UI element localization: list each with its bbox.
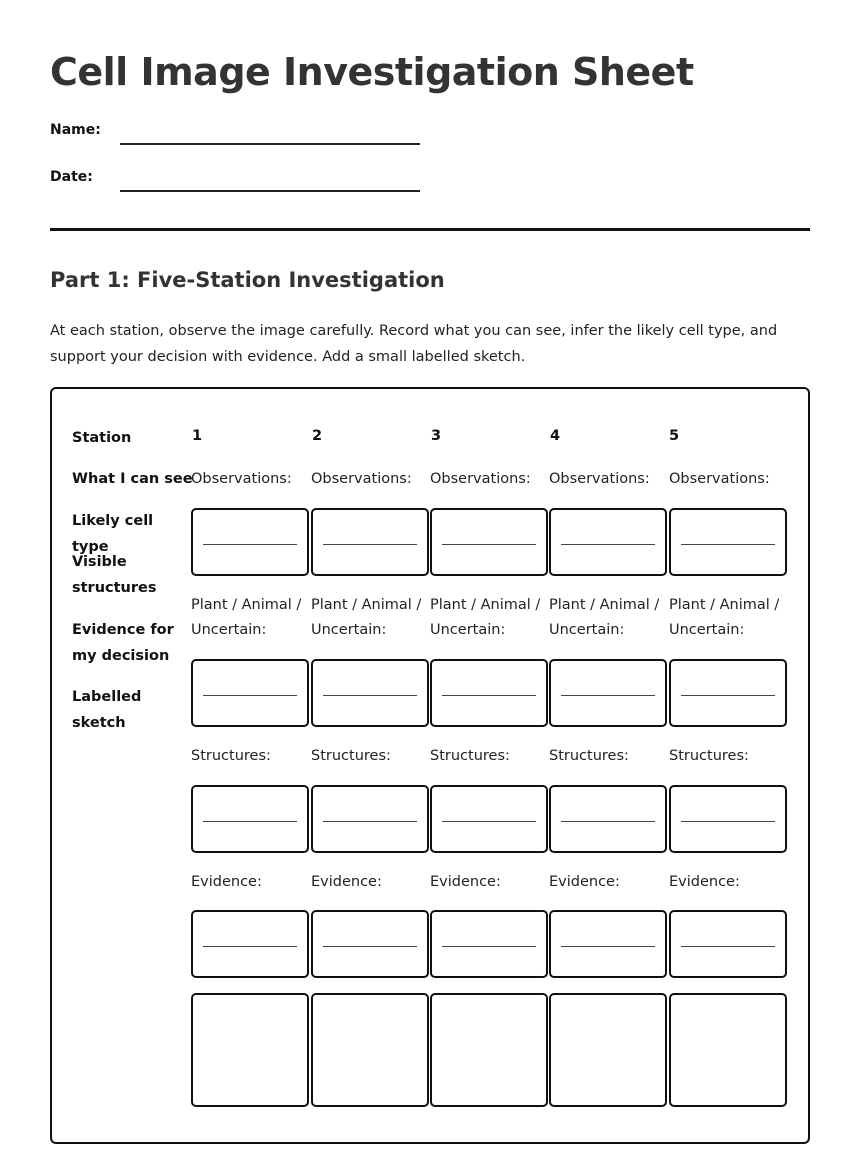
answer-line: [323, 544, 417, 545]
sketch-box[interactable]: [430, 993, 548, 1107]
date-field[interactable]: [120, 190, 420, 192]
answer-line: [561, 946, 655, 947]
evidence-prompt: Evidence:: [430, 874, 501, 890]
station-number: 1: [192, 428, 203, 444]
structures-answer-box[interactable]: [191, 785, 309, 853]
evidence-answer-box[interactable]: [430, 910, 548, 978]
answer-line: [203, 544, 297, 545]
structures-prompt: Structures:: [311, 748, 391, 764]
observations-answer-box[interactable]: [430, 508, 548, 576]
sketch-box[interactable]: [549, 993, 667, 1107]
evidence-answer-box[interactable]: [311, 910, 429, 978]
structures-prompt: Structures:: [191, 748, 271, 764]
answer-line: [442, 946, 536, 947]
observations-answer-box[interactable]: [311, 508, 429, 576]
evidence-answer-box[interactable]: [549, 910, 667, 978]
answer-line: [681, 821, 775, 822]
cell-type-prompt-line2: Uncertain:: [191, 622, 267, 638]
answer-line: [561, 821, 655, 822]
answer-line: [323, 695, 417, 696]
evidence-prompt: Evidence:: [669, 874, 740, 890]
cell-type-prompt-line2: Uncertain:: [549, 622, 625, 638]
cell-type-prompt-line2: Uncertain:: [430, 622, 506, 638]
sketch-box[interactable]: [669, 993, 787, 1107]
evidence-prompt: Evidence:: [311, 874, 382, 890]
header-divider: [50, 228, 810, 231]
sketch-box[interactable]: [191, 993, 309, 1107]
cell-type-prompt-line2: Uncertain:: [311, 622, 387, 638]
answer-line: [203, 695, 297, 696]
cell-type-answer-box[interactable]: [549, 659, 667, 727]
row-label-labelled-sketch: Labelled sketch: [72, 689, 142, 731]
station-number: 4: [550, 428, 561, 444]
observations-prompt: Observations:: [191, 471, 292, 487]
evidence-prompt: Evidence:: [191, 874, 262, 890]
structures-prompt: Structures:: [669, 748, 749, 764]
cell-type-prompt-line1: Plant / Animal /: [549, 597, 660, 613]
station-number: 5: [669, 428, 680, 444]
answer-line: [442, 695, 536, 696]
date-label: Date:: [50, 169, 93, 185]
structures-prompt: Structures:: [430, 748, 510, 764]
cell-type-answer-box[interactable]: [430, 659, 548, 727]
name-label: Name:: [50, 122, 101, 138]
answer-line: [203, 821, 297, 822]
answer-line: [561, 695, 655, 696]
row-label-visible-structures: Visible structures: [72, 554, 157, 596]
evidence-prompt: Evidence:: [549, 874, 620, 890]
cell-type-prompt-line1: Plant / Animal /: [191, 597, 302, 613]
observations-answer-box[interactable]: [191, 508, 309, 576]
station-number: 2: [312, 428, 323, 444]
structures-answer-box[interactable]: [549, 785, 667, 853]
answer-line: [681, 695, 775, 696]
cell-type-prompt-line2: Uncertain:: [669, 622, 745, 638]
page-title: Cell Image Investigation Sheet: [50, 50, 694, 94]
section-heading: Part 1: Five-Station Investigation: [50, 268, 445, 292]
answer-line: [203, 946, 297, 947]
cell-type-prompt-line1: Plant / Animal /: [430, 597, 541, 613]
cell-type-prompt-line1: Plant / Animal /: [311, 597, 422, 613]
observations-prompt: Observations:: [430, 471, 531, 487]
answer-line: [561, 544, 655, 545]
cell-type-answer-box[interactable]: [311, 659, 429, 727]
instructions-text: At each station, observe the image carefully. Record what you can see, infer the likely cell type, and support your decision with evidence. Add a small labelled sketch.: [50, 323, 778, 365]
structures-answer-box[interactable]: [430, 785, 548, 853]
observations-prompt: Observations:: [549, 471, 650, 487]
answer-line: [323, 821, 417, 822]
cell-type-answer-box[interactable]: [669, 659, 787, 727]
answer-line: [442, 821, 536, 822]
answer-line: [681, 544, 775, 545]
structures-answer-box[interactable]: [669, 785, 787, 853]
answer-line: [681, 946, 775, 947]
observations-answer-box[interactable]: [669, 508, 787, 576]
evidence-answer-box[interactable]: [669, 910, 787, 978]
cell-type-answer-box[interactable]: [191, 659, 309, 727]
sketch-box[interactable]: [311, 993, 429, 1107]
row-label-evidence: Evidence for my decision: [72, 622, 174, 664]
row-label-likely-cell-type: Likely cell type: [72, 513, 154, 555]
observations-answer-box[interactable]: [549, 508, 667, 576]
row-label-station: Station: [72, 430, 132, 446]
structures-answer-box[interactable]: [311, 785, 429, 853]
answer-line: [442, 544, 536, 545]
row-label-what-i-can-see: What I can see: [72, 471, 193, 487]
answer-line: [323, 946, 417, 947]
observations-prompt: Observations:: [669, 471, 770, 487]
observations-prompt: Observations:: [311, 471, 412, 487]
station-number: 3: [431, 428, 442, 444]
evidence-answer-box[interactable]: [191, 910, 309, 978]
name-field[interactable]: [120, 143, 420, 145]
structures-prompt: Structures:: [549, 748, 629, 764]
cell-type-prompt-line1: Plant / Animal /: [669, 597, 780, 613]
